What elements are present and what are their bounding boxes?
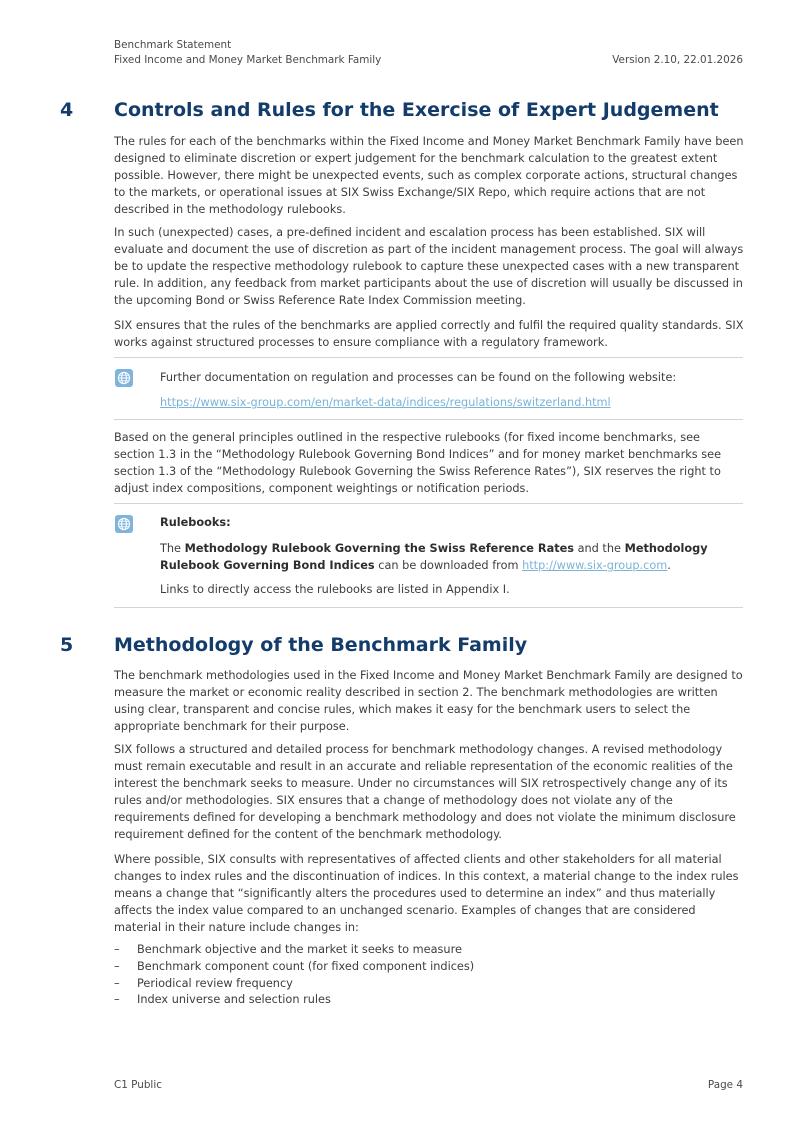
- section-4-paragraph-3: SIX ensures that the rules of the benchmarks are applied correctly and fulfil the required quality standards. SIX works against structured processes to ensure compliance with a regulatory framework.: [114, 319, 744, 349]
- section-5-number: 5: [60, 634, 74, 656]
- rulebooks-text-part-3: can be downloaded from: [374, 559, 523, 572]
- bond-indices-rulebook-name: Methodology Rulebook Governing Bond Indices: [160, 542, 708, 572]
- section-5-paragraph-1: The benchmark methodologies used in the Fixed Income and Money Market Benchmark Family are designed to measure the market or economic reality described in section 2. The benchmark methodologies are written using clear, transparent and concise rules, which makes it easy for the benchmark users to select the appropriate benchmark for their purpose.: [114, 669, 743, 733]
- globe-icon: [115, 515, 133, 533]
- header-left: [114, 38, 381, 68]
- rulebooks-heading: Rulebooks:: [160, 516, 231, 529]
- rulebooks-text-end: .: [667, 559, 671, 572]
- header-version: Version 2.10, 22.01.2026: [612, 54, 743, 66]
- note-1-bottom-divider: [114, 419, 743, 420]
- list-item-text: Benchmark component count (for fixed component indices): [137, 959, 475, 973]
- note-1-link-row: [160, 394, 744, 411]
- bullet-dash: –: [114, 959, 120, 973]
- bullet-dash: –: [114, 993, 120, 1007]
- note-2-bottom-divider: [114, 607, 743, 608]
- list-item: [114, 959, 474, 976]
- section-4-paragraph-2: In such (unexpected) cases, a pre-defined incident and escalation process has been established. SIX will evaluate and document the use of discretion as part of the incident management process. The goal will always be to update the respective methodology rulebook to capture these unexpected cases with a new transparent rule. In addition, any feedback from market participants about the use of discretion will usually be discussed in the upcoming Bond or Swiss Reference Rate Index Commission meeting.: [114, 226, 744, 307]
- note-2-rulebooks-text: [160, 540, 744, 574]
- section-4-title: Controls and Rules for the Exercise of Expert Judgement: [114, 99, 719, 121]
- globe-icon: [115, 369, 133, 387]
- section-5-title: Methodology of the Benchmark Family: [114, 634, 528, 656]
- rulebooks-text-part-1: The: [160, 542, 185, 555]
- bullet-dash: –: [114, 976, 120, 990]
- section-4-paragraph-4: Based on the general principles outlined in the respective rulebooks (for fixed income benchmarks, see section 1.3 in the “Methodology Rulebook Governing Bond Indices” and for money market benchmarks see section 1.3 of the “Methodology Rulebook Governing the Swiss Reference Rates”), SIX reserves the right to adjust index compositions, component weightings or notification periods.: [114, 431, 722, 495]
- list-item-text: Benchmark objective and the market it seeks to measure: [137, 943, 462, 956]
- list-item: [114, 942, 474, 959]
- footer-classification: C1 Public: [114, 1079, 162, 1091]
- section-5-paragraph-2: SIX follows a structured and detailed process for benchmark methodology changes. A revised methodology must remain executable and result in an accurate and reliable representation of the economic realities of the interest the benchmark seeks to measure. Under no circumstances will SIX retrospectively change any of its rules and/or methodologies. SIX ensures that a change of methodology does not violate any of the requirements defined for developing a benchmark methodology and does not violate the minimum disclosure requirement defined for the content of the benchmark methodology.: [114, 743, 736, 841]
- section-4-number: 4: [60, 99, 74, 121]
- list-item: [114, 992, 474, 1009]
- note-1-top-divider: [114, 357, 743, 358]
- list-item-text: Index universe and selection rules: [137, 993, 331, 1007]
- bullet-dash: –: [114, 943, 120, 956]
- note-2-top-divider: [114, 503, 743, 504]
- list-item: [114, 976, 474, 993]
- header-benchmark-family: Fixed Income and Money Market Benchmark Family: [114, 54, 382, 66]
- note-2-appendix-text: Links to directly access the rulebooks are listed in Appendix I.: [160, 583, 510, 596]
- six-group-link[interactable]: http://www.six-group.com: [522, 559, 668, 572]
- swiss-reference-rates-rulebook-name: Methodology Rulebook Governing the Swiss Reference Rates: [184, 542, 574, 555]
- note-1-text: Further documentation on regulation and processes can be found on the following website:: [160, 371, 677, 384]
- header-document-type: Benchmark Statement: [114, 39, 232, 51]
- footer-page-number: Page 4: [707, 1079, 743, 1091]
- list-item-text: Periodical review frequency: [137, 976, 293, 990]
- section-4-paragraph-1: The rules for each of the benchmarks within the Fixed Income and Money Market Benchmark Family have been designed to eliminate discretion or expert judgement for the benchmark calculation to the greatest extent possible. However, there might be unexpected events, such as complex corporate actions, structural changes to the markets, or operational issues at SIX Swiss Exchange/SIX Repo, which require actions that are not described in the methodology rulebooks.: [114, 135, 744, 216]
- section-5-paragraph-3: Where possible, SIX consults with representatives of affected clients and other stakeholders for all material changes to index rules and the discontinuation of indices. In this context, a material change to the index rules means a change that “significantly alters the procedures used to determine an index” and thus materially affects the index value compared to an unchanged scenario. Examples of changes that are considered material in their nature include changes in:: [114, 853, 739, 934]
- note-2-heading: [160, 514, 744, 531]
- regulations-link[interactable]: https://www.six-group.com/en/market-data/indices/regulations/switzerland.html: [160, 396, 611, 409]
- material-changes-list: [114, 942, 474, 1009]
- rulebooks-text-part-2: and the: [574, 542, 625, 555]
